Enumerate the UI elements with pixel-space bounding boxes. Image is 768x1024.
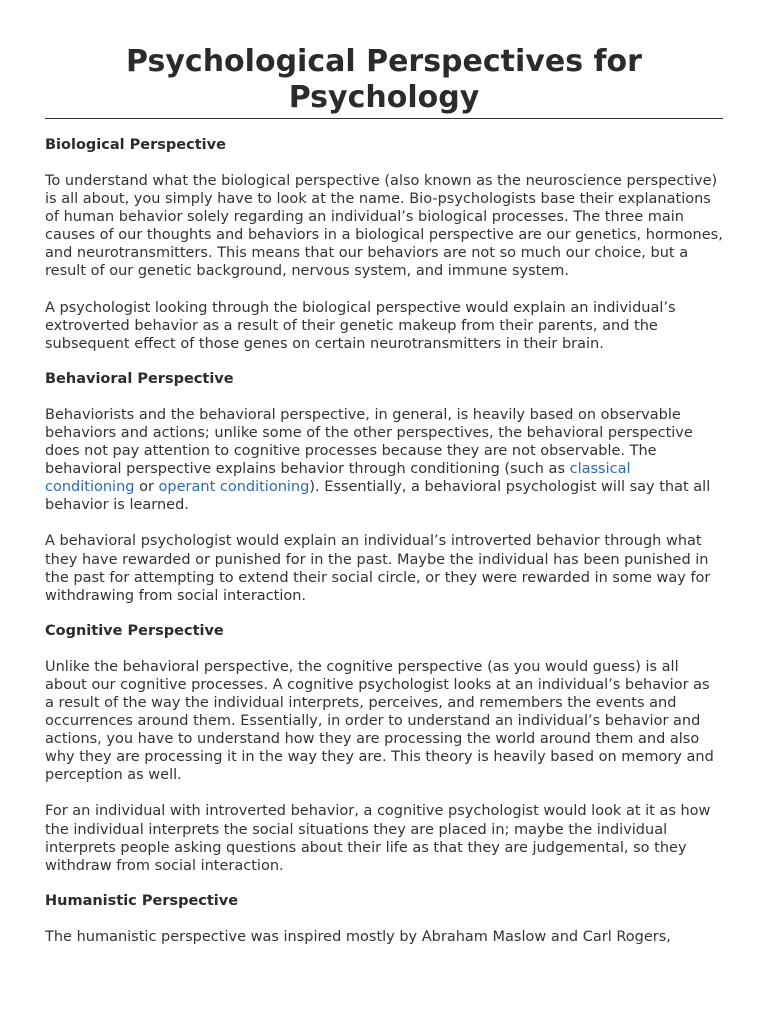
paragraph: To understand what the biological perspective (also known as the neuroscience perspective) is all about, you simply have to look at the name. Bio-psychologists base their explanations of human behavior solely regarding an individual’s biological processes. The three main causes of our thoughts and behaviors in a biological perspective are our genetics, hormones, and neurotransmitters. This means that our behaviors are not so much our choice, but a result of our genetic background, nervous system, and immune system. [45,173,723,280]
classical-conditioning-link[interactable]: classical conditioning [45,461,631,496]
operant-conditioning-link[interactable]: operant conditioning [158,479,310,496]
paragraph: A psychologist looking through the biological perspective would explain an individual’s extroverted behavior as a result of their genetic makeup from their parents, and the subsequent effect of those genes on certain neurotransmitters in their brain. [45,299,676,352]
section-heading: Humanistic Perspective [45,892,239,909]
paragraph: Unlike the behavioral perspective, the cognitive perspective (as you would guess) is all about our cognitive processes. A cognitive psychologist looks at an individual’s behavior as a result of the way the individual interprets, perceives, and remembers the events and occurrences around them. Essentially, in order to understand an individual’s behavior and actions, you have to understand how they are processing the world around them and also why they are processing it in the way they are. This theory is heavily based on memory and perception as well. [45,658,714,784]
paragraph-text: or [134,479,159,496]
section-behavioral [45,370,723,605]
paragraph-text: Behaviorists and the behavioral perspective, in general, is heavily based on observable behaviors and actions; unlike some of the other perspectives, the behavioral perspective does not pay attention to cognitive processes because they are not observable. The behavioral perspective explains behavior through conditioning (such as [45,406,693,478]
document-title: Psychological Perspectives for Psychology [45,44,723,119]
section-cognitive [45,622,723,875]
paragraph: For an individual with introverted behavior, a cognitive psychologist would look at it as how the individual interprets the social situations they are placed in; maybe the individual interprets people asking questions about their life as that they are judgemental, so they withdraw from social interaction. [45,803,711,874]
paragraph-text: ). Essentially, a behavioral psychologist will say that all behavior is learned. [45,479,711,514]
section-heading: Biological Perspective [45,137,226,153]
section-heading: Behavioral Perspective [45,370,234,387]
section-humanistic [45,892,723,946]
paragraph: The humanistic perspective was inspired mostly by Abraham Maslow and Carl Rogers, [45,928,671,945]
paragraph: A behavioral psychologist would explain an individual’s introverted behavior through what they have rewarded or punished for in the past. Maybe the individual has been punished in the past for attempting to extend their social circle, or they were rewarded in some way for withdrawing from social interaction. [45,533,711,604]
section-biological [45,136,723,353]
paragraph-with-links [45,406,723,515]
document-page [45,0,723,946]
section-heading: Cognitive Perspective [45,622,224,639]
